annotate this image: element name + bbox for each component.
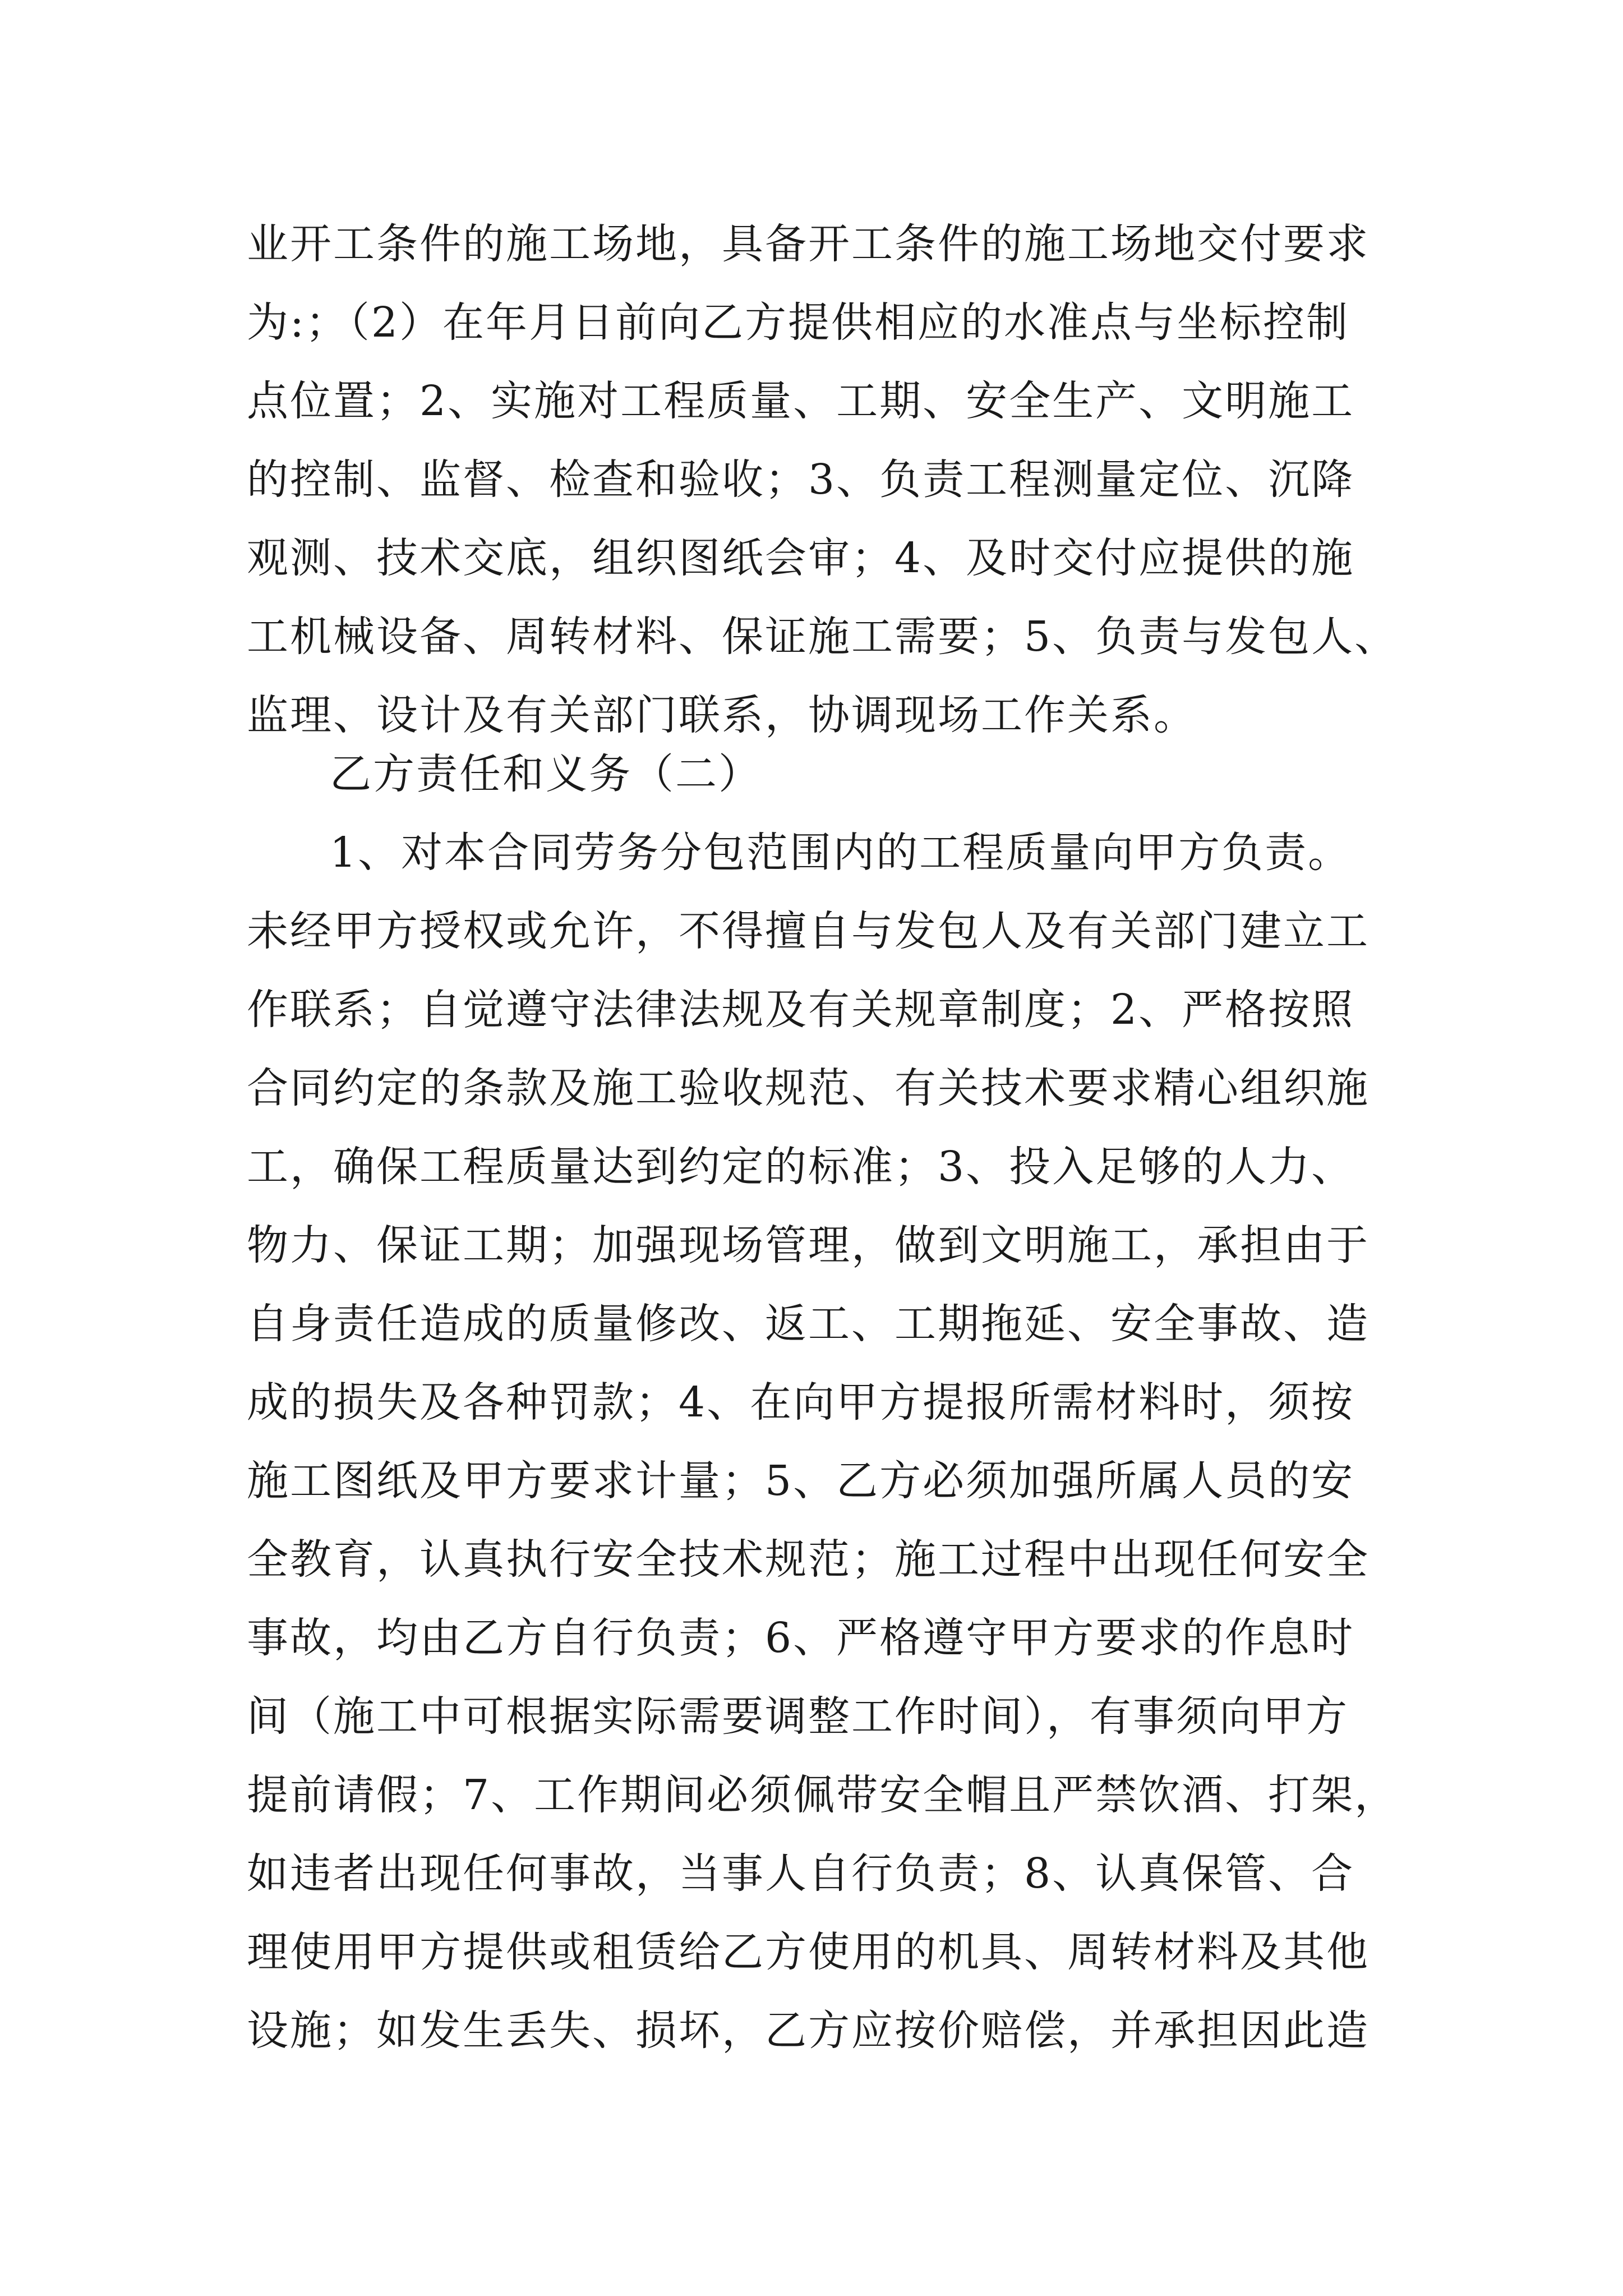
text-line: 如违者出现任何事故，当事人自行负责；8、认真保管、合: [247, 1849, 1355, 1898]
text-line: 未经甲方授权或允许，不得擅自与发包人及有关部门建立工: [247, 907, 1370, 955]
text-line: 观测、技术交底，组织图纸会审；4、及时交付应提供的施: [247, 534, 1355, 582]
text-line: 理使用甲方提供或租赁给乙方使用的机具、周转材料及其他: [247, 1928, 1370, 1976]
paragraph-contractor-obligations: [247, 825, 1398, 2081]
text-line: 合同约定的条款及施工验收规范、有关技术要求精心组织施: [247, 1064, 1370, 1112]
text-line: 施工图纸及甲方要求计量；5、乙方必须加强所属人员的安: [247, 1457, 1355, 1505]
text-line: 事故，均由乙方自行负责；6、严格遵守甲方要求的作息时: [247, 1614, 1355, 1662]
text-line: 为:；（2）在年月日前向乙方提供相应的水准点与坐标控制: [247, 298, 1350, 347]
text-line: 设施；如发生丢失、损坏，乙方应按价赔偿，并承担因此造: [247, 2007, 1370, 2055]
text-line: 点位置；2、实施对工程质量、工期、安全生产、文明施工: [247, 377, 1355, 425]
text-line: 1、对本合同劳务分包范围内的工程质量向甲方负责。: [330, 829, 1352, 877]
text-line: 监理、设计及有关部门联系，协调现场工作关系。: [247, 691, 1197, 739]
text-line: 成的损失及各种罚款；4、在向甲方提报所需材料时，须按: [247, 1378, 1355, 1427]
text-line: 的控制、监督、检查和验收；3、负责工程测量定位、沉降: [247, 455, 1355, 504]
section-heading-block: [247, 746, 1380, 825]
text-line: 提前请假；7、工作期间必须佩带安全帽且严禁饮酒、打架，: [247, 1771, 1398, 1819]
text-line: 业开工条件的施工场地，具备开工条件的施工场地交付要求: [247, 220, 1370, 268]
text-line: 作联系；自觉遵守法律法规及有关规章制度；2、严格按照: [247, 986, 1355, 1034]
text-line: 间（施工中可根据实际需要调整工作时间），有事须向甲方: [247, 1692, 1349, 1741]
paragraph-owner-obligations: [247, 216, 1398, 766]
text-line: 工，确保工程质量达到约定的标准；3、投入足够的人力、: [247, 1143, 1355, 1191]
text-line: 自身责任造成的质量修改、返工、工期拖延、安全事故、造: [247, 1300, 1370, 1348]
text-line: 全教育，认真执行安全技术规范；施工过程中出现任何安全: [247, 1535, 1370, 1584]
text-line: 工机械设备、周转材料、保证施工需要；5、负责与发包人、: [247, 613, 1398, 661]
text-line: 物力、保证工期；加强现场管理，做到文明施工，承担由于: [247, 1221, 1370, 1269]
section-heading: 乙方责任和义务（二）: [330, 750, 762, 798]
